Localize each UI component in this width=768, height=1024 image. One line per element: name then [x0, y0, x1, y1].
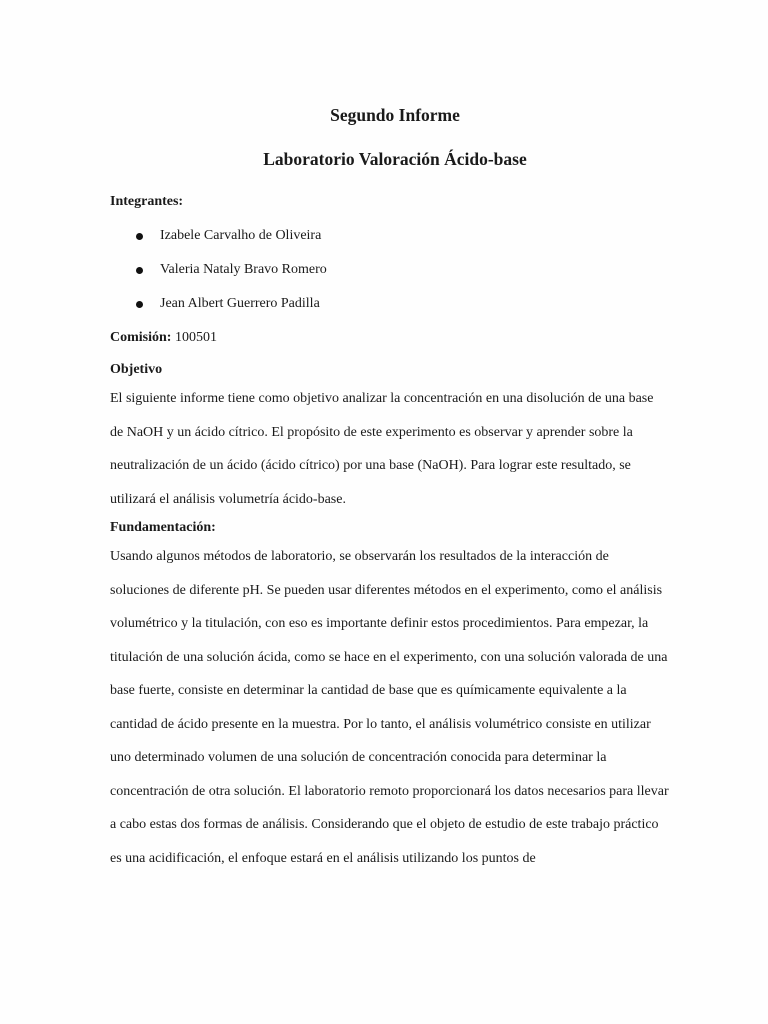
comision-value: 100501: [174, 330, 217, 345]
document-subtitle: Laboratorio Valoración Ácido-base: [263, 149, 527, 169]
member-name: Izabele Carvalho de Oliveira: [160, 228, 322, 243]
document-title: Segundo Informe: [330, 105, 460, 125]
bullet-icon: [136, 301, 143, 308]
list-item: [110, 224, 670, 248]
list-item: [110, 258, 670, 282]
members-list: [110, 224, 670, 316]
objetivo-heading: Objetivo: [110, 362, 163, 377]
list-item: [110, 292, 670, 316]
document-body: [110, 100, 670, 875]
comision-label: Comisión:: [110, 330, 172, 345]
fundamentacion-paragraph: Usando algunos métodos de laboratorio, se observarán los resultados de la interacción de soluciones de diferente pH. Se pueden usar diferentes métodos en el experimento, como el análisis volumétrico y la titulación, con eso es importante definir estos procedimientos. Para empezar, la titulación de una solución ácida, como se hace en el experimento, con una solución valorada de una base fuerte, consiste en determinar la cantidad de base que es químicamente equivalente a la cantidad de ácido presente en la muestra. Por lo tanto, el análisis volumétrico consiste en utilizar uno determinado volumen de una solución de concentración conocida para determinar la concentración de otra solución. El laboratorio remoto proporcionará los datos necesarios para llevar a cabo estas dos formas de análisis. Considerando que el objeto de estudio de este trabajo práctico es una acidificación, el enfoque estará en el análisis utilizando los puntos de: [110, 549, 669, 866]
comision-row: [110, 326, 670, 350]
integrantes-label: Integrantes:: [110, 194, 184, 209]
bullet-icon: [136, 267, 143, 274]
member-name: Jean Albert Guerrero Padilla: [160, 296, 320, 311]
objetivo-paragraph: El siguiente informe tiene como objetivo analizar la concentración en una disolución de una base de NaOH y un ácido cítrico. El propósito de este experimento es observar y aprender sobre la neutralización de un ácido (ácido cítrico) por una base (NaOH). Para lograr este resultado, se utilizará el análisis volumetría ácido-base.: [110, 391, 654, 507]
fundamentacion-heading: Fundamentación:: [110, 520, 216, 535]
member-name: Valeria Nataly Bravo Romero: [160, 262, 327, 277]
bullet-icon: [136, 233, 143, 240]
